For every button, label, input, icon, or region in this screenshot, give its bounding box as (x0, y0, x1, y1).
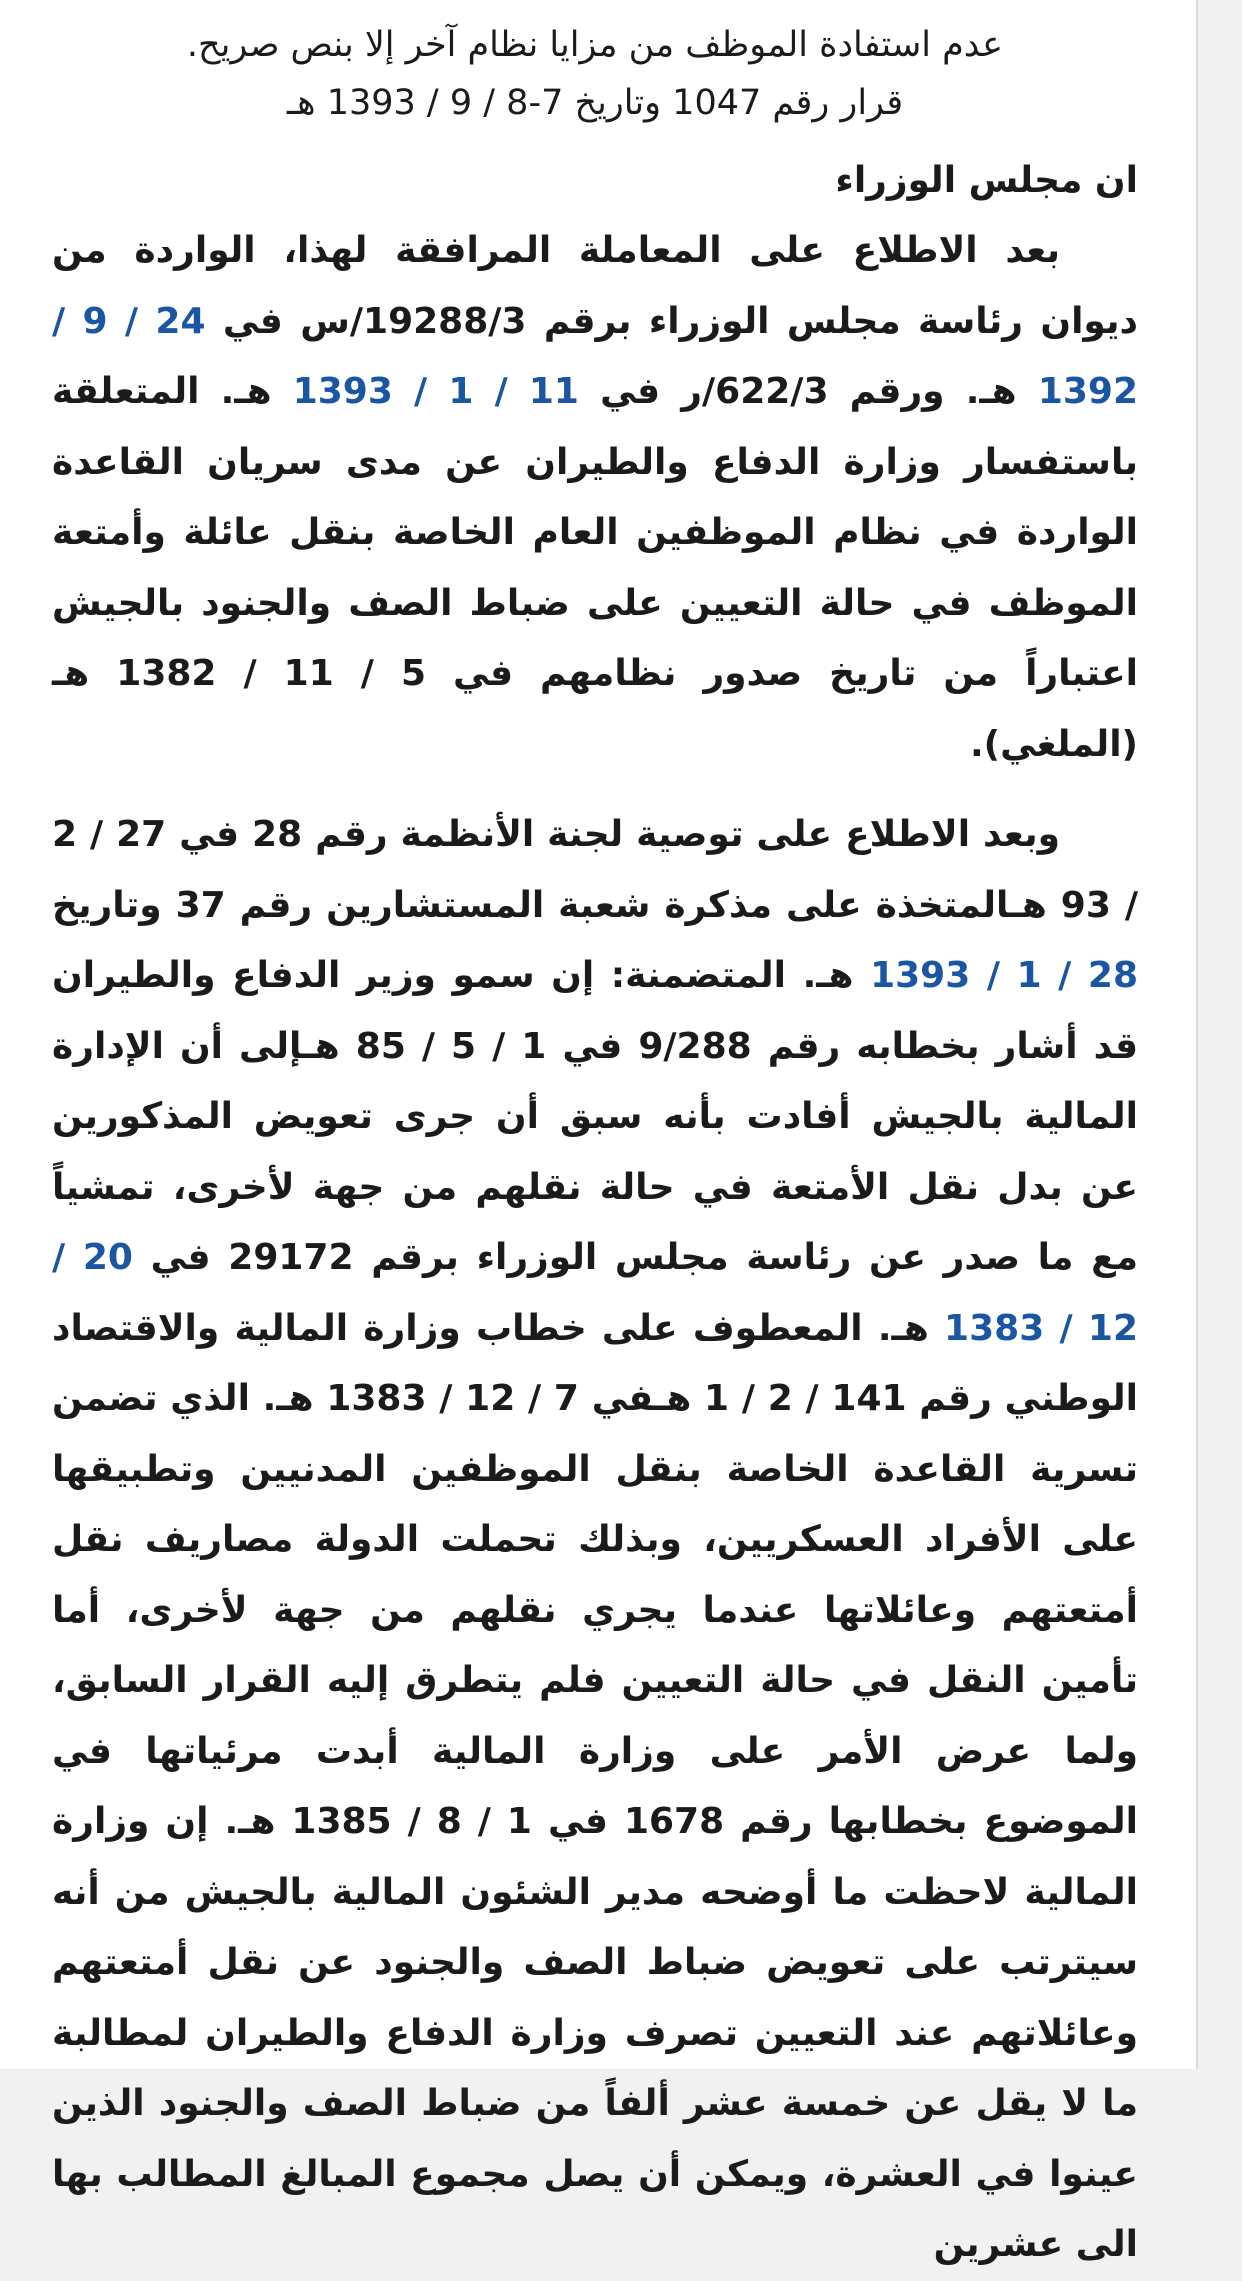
paragraph-1-text-c: هـ. المتعلقة باستفسار وزارة الدفاع والطيران عن مدى سريان القاعدة الواردة في نظام الموظفين العام الخاصة بنقل عائلة وأمتعة الموظف في حالة التعيين على ضباط الصف والجنود بالجيش اعتباراً من تاريخ صدور نظامهم في 5 / 11 / 1382 هـ (الملغي). (52, 371, 1138, 765)
paragraph-2-text-a: وبعد الاطلاع على توصية لجنة الأنظمة رقم 28 في 27 / 2 / 93 هـالمتخذة على مذكرة شعبة المستشارين رقم 37 وتاريخ (52, 814, 1138, 926)
decision-header (52, 16, 1138, 132)
date-link[interactable]: 28 / 1 / 1393 (870, 955, 1139, 996)
paragraph-2 (52, 800, 1138, 2281)
council-intro: ان مجلس الوزراء (835, 160, 1138, 201)
paragraph-1-text-b: هـ. ورقم 622/3/ر في (578, 371, 1038, 412)
date-link[interactable]: 24 / 9 / 1392 (52, 300, 1139, 412)
paragraph-2-text-b: هـ. المتضمنة: إن سمو وزير الدفاع والطيران قد أشار بخطابه رقم 9/288 في 1 / 5 / 85 هـإلى أن الإدارة المالية بالجيش أفادت بأنه سبق أن جرى تعويض المذكورين عن بدل نقل الأمتعة في حالة نقلهم من جهة لأخرى، تمشياً مع ما صدر عن رئاسة مجلس الوزراء برقم 29172 في (52, 955, 1139, 1278)
header-subject: عدم استفادة الموظف من مزايا نظام آخر إلا بنص صريح. (186, 25, 1004, 65)
date-link[interactable]: 20 / 12 / 1383 (52, 1237, 1138, 1349)
date-link[interactable]: 11 / 1 / 1393 (292, 371, 579, 412)
paragraph-1-text-a: بعد الاطلاع على المعاملة المرافقة لهذا، الواردة من ديوان رئاسة مجلس الوزراء برقم 19288/3/س في (52, 230, 1138, 342)
paragraph-2-text-c: هـ. المعطوف على خطاب وزارة المالية والاقتصاد الوطني رقم 141 / 2 / 1 هـفي 7 / 12 / 1383 هـ. الذي تضمن تسرية القاعدة الخاصة بنقل الموظفين المدنيين وتطبيقها على الأفراد العسكريين، وبذلك تحملت الدولة مصاريف نقل أمتعتهم وعائلاتها عندما يجري نقلهم من جهة لأخرى، أما تأمين النقل في حالة التعيين فلم يتطرق إليه القرار السابق، ولما عرض الأمر على وزارة المالية أبدت مرئياتها في الموضوع بخطابها رقم 1678 في 1 / 8 / 1385 هـ. إن وزارة المالية لاحظت ما أوضحه مدير الشئون المالية بالجيش من أنه سيترتب على تعويض ضباط الصف والجنود عن نقل أمتعتهم وعائلاتهم عند التعيين تصرف وزارة الدفاع والطيران لمطالبة ما لا يقل عن خمسة عشر ألفاً من ضباط الصف والجنود الذين عينوا في العشرة، ويمكن أن يصل مجموع المبالغ المطالب بها الى عشرين (52, 1307, 1139, 2265)
paragraph-1 (52, 216, 1138, 780)
header-decision-number: قرار رقم 1047 وتاريخ 7-8 / 9 / 1393 هـ (286, 83, 904, 123)
